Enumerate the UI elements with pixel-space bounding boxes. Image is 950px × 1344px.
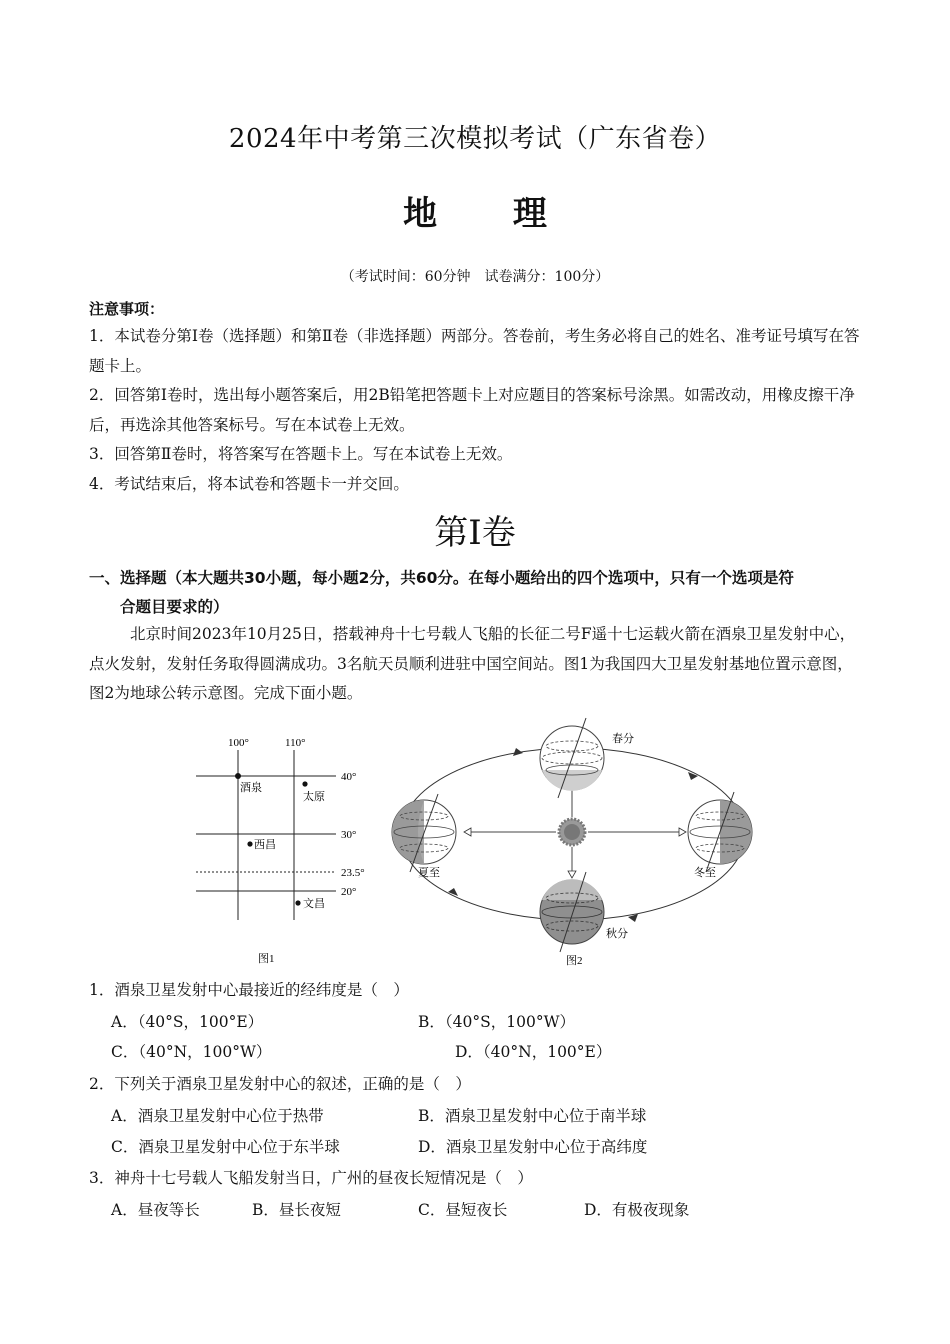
question-1-option-b[interactable]: B．（40°S，100°W） [418, 1013, 575, 1031]
notice-item-3: 3．回答第Ⅱ卷时，将答案写在答题卡上。写在本试卷上无效。 [89, 445, 513, 463]
question-2-stem: 2．下列关于酒泉卫星发射中心的叙述，正确的是（ ） [89, 1075, 471, 1093]
question-3-option-a[interactable]: A．昼夜等长 [111, 1201, 200, 1219]
exam-title: 2024年中考第三次模拟考试（广东省卷） [228, 124, 722, 154]
lat-label-40: 40° [341, 771, 357, 783]
lat-label-23-5: 23.5° [341, 867, 365, 879]
section-heading [89, 564, 869, 622]
section-heading-line1: 一、选择题（本大题共30小题，每小题2分，共60分。在每小题给出的四个选项中，只有一个选项是符 [89, 569, 794, 587]
figure1-caption: 图1 [258, 953, 275, 965]
orbit-arrow-icon [688, 772, 698, 780]
taiyuan-dot [302, 781, 307, 786]
season-label-winter: 冬至 [694, 867, 716, 879]
subject-title: 地 理 [403, 194, 579, 234]
jiuquan-dot [235, 773, 241, 779]
question-3-option-b[interactable]: B．昼长夜短 [252, 1201, 341, 1219]
exam-info: （考试时间：60分钟 试卷满分：100分） [340, 269, 610, 285]
season-label-spring: 春分 [612, 733, 634, 745]
earth-autumn-equinox [540, 872, 628, 952]
figure1-map [190, 730, 380, 970]
figure2-caption: 图2 [566, 955, 583, 967]
notice-heading: 注意事项： [89, 300, 165, 318]
season-label-autumn: 秋分 [606, 928, 628, 940]
earth-winter-solstice [688, 792, 752, 879]
wenchang-dot [295, 900, 300, 905]
lat-label-30: 30° [341, 829, 357, 841]
intro-passage: 北京时间2023年10月25日，搭载神舟十七号载人飞船的长征二号F遥十七运载火箭在酒泉卫星发射中心，点火发射，发射任务取得圆满成功。3名航天员顺利进驻中国空间站。图1为我国四大卫星发射基地位置示意图，图2为地球公转示意图。完成下面小题。 [89, 625, 856, 702]
lon-label-100: 100° [228, 737, 249, 749]
volume-title: 第Ⅰ卷 [434, 513, 516, 553]
site-label-taiyuan: 太原 [303, 791, 325, 803]
question-3-stem: 3．神舟十七号载人飞船发射当日，广州的昼夜长短情况是（ ） [89, 1169, 533, 1187]
orbit-arrow-icon [513, 748, 523, 756]
site-label-jiuquan: 酒泉 [240, 782, 262, 794]
site-label-xichang: 西昌 [254, 839, 276, 851]
section-heading-line2: 合题目要求的） [120, 598, 229, 616]
xichang-dot [247, 841, 252, 846]
question-3-option-d[interactable]: D．有极夜现象 [584, 1201, 690, 1219]
question-1-option-c[interactable]: C．（40°N，100°W） [111, 1043, 272, 1061]
question-2-option-d[interactable]: D．酒泉卫星发射中心位于高纬度 [418, 1138, 648, 1156]
notice-item-4: 4．考试结束后，将本试卷和答题卡一并交回。 [89, 475, 409, 493]
lat-label-20: 20° [341, 886, 357, 898]
question-2-option-b[interactable]: B．酒泉卫星发射中心位于南半球 [418, 1107, 647, 1125]
question-1-option-a[interactable]: A．（40°S，100°E） [111, 1013, 264, 1031]
question-3-option-c[interactable]: C．昼短夜长 [418, 1201, 508, 1219]
question-2-option-a[interactable]: A．酒泉卫星发射中心位于热带 [111, 1107, 324, 1125]
question-2-option-c[interactable]: C．酒泉卫星发射中心位于东半球 [111, 1138, 340, 1156]
notice-item-1: 1．本试卷分第Ⅰ卷（选择题）和第Ⅱ卷（非选择题）两部分。答卷前，考生务必将自己的姓名、准考证号填写在答题卡上。 [89, 327, 860, 375]
lon-label-110: 110° [285, 737, 306, 749]
site-label-wenchang: 文昌 [303, 898, 325, 910]
earth-summer-solstice [392, 794, 456, 879]
season-label-summer: 夏至 [418, 867, 440, 879]
figure2-orbit [388, 716, 763, 972]
earth-spring-equinox [540, 718, 634, 798]
question-1-stem: 1．酒泉卫星发射中心最接近的经纬度是（ ） [89, 981, 409, 999]
orbit-arrow-icon [448, 888, 458, 896]
notice-item-2: 2．回答第Ⅰ卷时，选出每小题答案后，用2B铅笔把答题卡上对应题目的答案标号涂黑。如需改动，用橡皮擦干净后，再选涂其他答案标号。写在本试卷上无效。 [89, 386, 855, 434]
question-1-option-d[interactable]: D．（40°N，100°E） [455, 1043, 612, 1061]
